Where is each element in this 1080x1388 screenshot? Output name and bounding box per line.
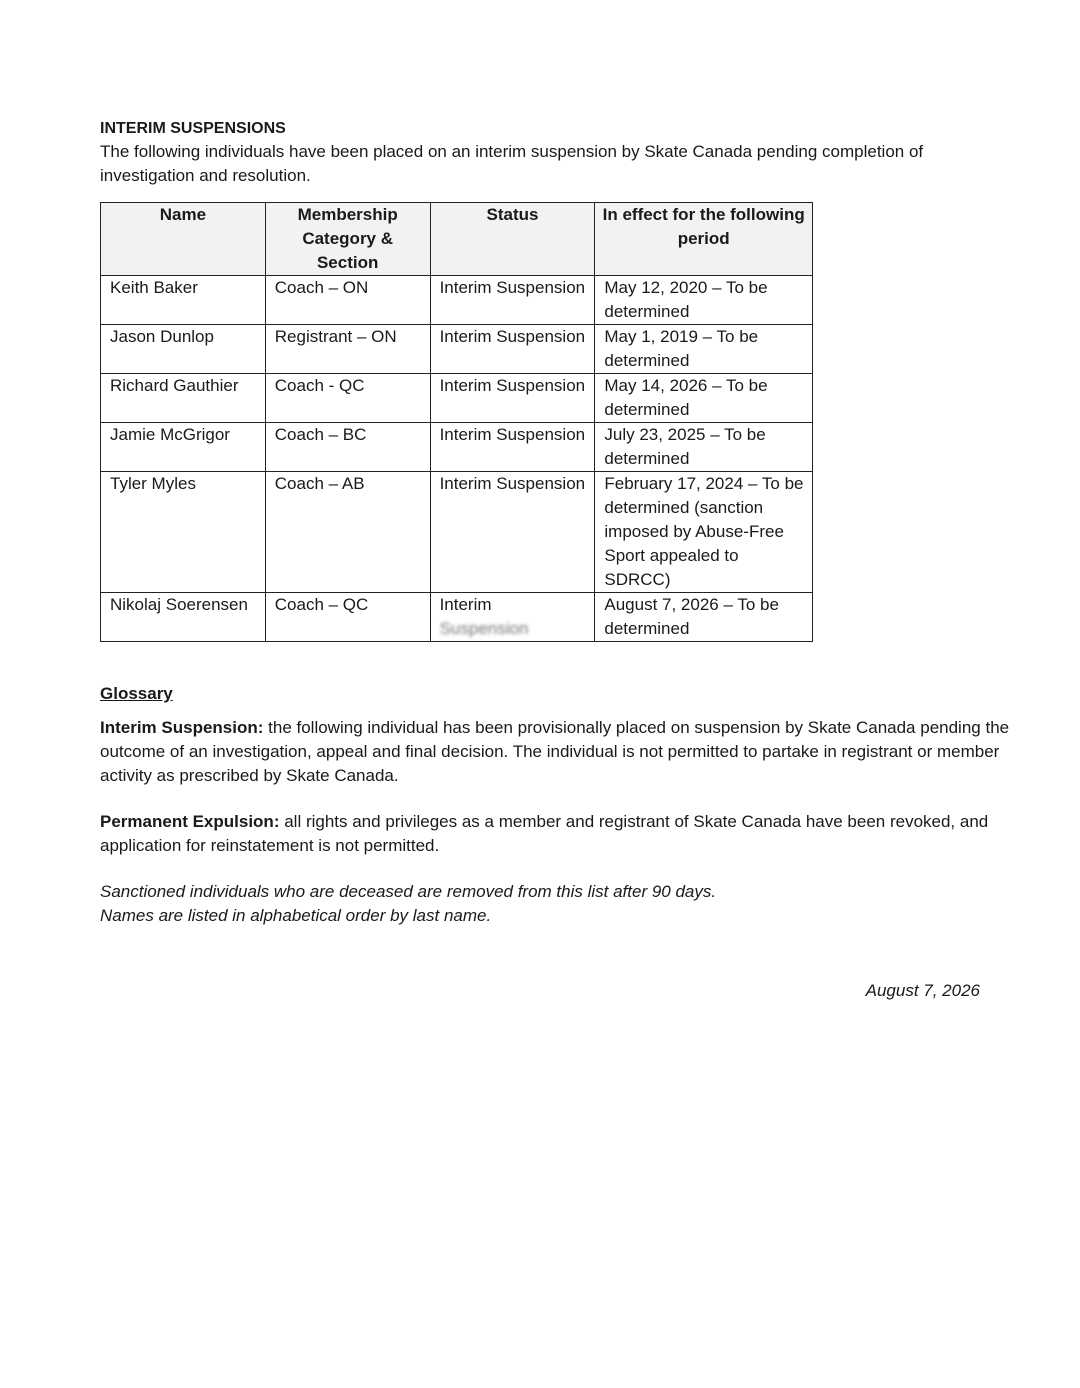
cell-name: Jason Dunlop bbox=[101, 325, 266, 374]
cell-name: Tyler Myles bbox=[101, 472, 266, 593]
cell-period: May 14, 2026 – To be determined bbox=[595, 374, 813, 423]
table-row bbox=[101, 374, 813, 423]
cell-category: Registrant – ON bbox=[265, 325, 430, 374]
cell-period: May 1, 2019 – To be determined bbox=[595, 325, 813, 374]
document-date: August 7, 2026 bbox=[865, 981, 980, 1000]
glossary-term: Interim Suspension: bbox=[100, 718, 264, 737]
cell-status: Interim Suspension bbox=[430, 325, 595, 374]
cell-name: Keith Baker bbox=[101, 276, 266, 325]
table-row bbox=[101, 593, 813, 642]
glossary-title: Glossary bbox=[100, 684, 173, 703]
header-category: Membership Category & Section bbox=[265, 203, 430, 276]
table-header-row bbox=[101, 203, 813, 276]
cell-category: Coach – BC bbox=[265, 423, 430, 472]
cell-period: August 7, 2026 – To be determined bbox=[595, 593, 813, 642]
cell-category: Coach – QC bbox=[265, 593, 430, 642]
cell-name: Nikolaj Soerensen bbox=[101, 593, 266, 642]
cell-status: Interim Suspension bbox=[430, 423, 595, 472]
cell-category: Coach - QC bbox=[265, 374, 430, 423]
note-order: Names are listed in alphabetical order by last name. bbox=[100, 906, 492, 925]
status-line-blurred: Suspension bbox=[439, 619, 529, 638]
table-row bbox=[101, 276, 813, 325]
document-page bbox=[100, 118, 1030, 928]
header-status: Status bbox=[430, 203, 595, 276]
suspensions-table bbox=[100, 202, 813, 642]
intro-paragraph: The following individuals have been placed on an interim suspension by Skate Canada pending completion of investigation and resolution. bbox=[100, 142, 924, 185]
cell-name: Jamie McGrigor bbox=[101, 423, 266, 472]
glossary-definition: the following individual has been provisionally placed on suspension by Skate Canada pending the outcome of an investigation, appeal and final decision. The individual is not permitted to partake in registrant or member activity as prescribed by Skate Canada. bbox=[100, 718, 1010, 785]
cell-status: Interim Suspension bbox=[430, 276, 595, 325]
cell-status: Interim Suspension bbox=[430, 374, 595, 423]
section-heading: INTERIM SUSPENSIONS bbox=[100, 120, 286, 137]
cell-period: February 17, 2024 – To be determined (sanction imposed by Abuse-Free Sport appealed to SDRCC) bbox=[595, 472, 813, 593]
table-row bbox=[101, 472, 813, 593]
cell-status: Interim Suspension bbox=[430, 472, 595, 593]
glossary-term: Permanent Expulsion: bbox=[100, 812, 280, 831]
cell-period: July 23, 2025 – To be determined bbox=[595, 423, 813, 472]
glossary-definition: all rights and privileges as a member and registrant of Skate Canada have been revoked, and application for reinstatement is not permitted. bbox=[100, 812, 989, 855]
cell-status bbox=[430, 593, 595, 642]
glossary-entry-expulsion bbox=[100, 810, 1020, 858]
cell-category: Coach – AB bbox=[265, 472, 430, 593]
status-line: Interim bbox=[439, 595, 492, 614]
header-period: In effect for the following period bbox=[595, 203, 813, 276]
note-deceased: Sanctioned individuals who are deceased are removed from this list after 90 days. bbox=[100, 882, 717, 901]
table-row bbox=[101, 423, 813, 472]
cell-category: Coach – ON bbox=[265, 276, 430, 325]
cell-name: Richard Gauthier bbox=[101, 374, 266, 423]
header-name: Name bbox=[101, 203, 266, 276]
cell-period: May 12, 2020 – To be determined bbox=[595, 276, 813, 325]
glossary-entry-interim bbox=[100, 716, 1020, 788]
table-row bbox=[101, 325, 813, 374]
